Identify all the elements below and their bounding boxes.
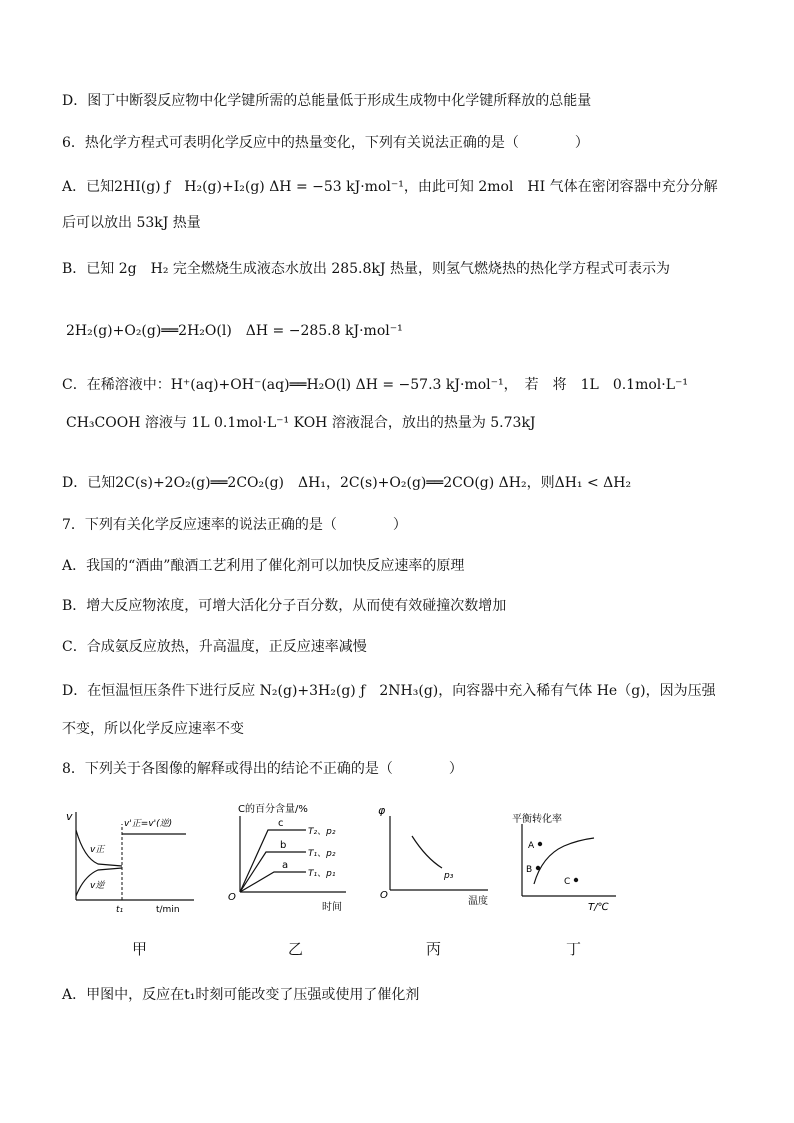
yi-curve-a: a xyxy=(282,860,289,871)
jia-axis-x: t/min xyxy=(156,905,180,915)
q6-option-b-formula: 2H₂(g)+O₂(g)══2H₂O(l) ΔH = −285.8 kJ·mol⁻¹ xyxy=(66,323,403,339)
figure-ding xyxy=(512,800,624,922)
q5-option-d: D．图丁中断裂反应物中化学键所需的总能量低于形成生成物中化学键所释放的总能量 xyxy=(62,93,592,109)
jia-t1: t₁ xyxy=(116,905,124,915)
figure-label-yi: 乙 xyxy=(288,940,304,958)
q6-option-d: D．已知2C(s)+2O₂(g)══2CO₂(g) ΔH₁，2C(s)+O₂(g)══2CO(g) ΔH₂，则ΔH₁ < ΔH₂ xyxy=(62,475,632,491)
yi-axis-x: 时间 xyxy=(322,902,342,913)
q6-option-c-line2: CH₃COOH 溶液与 1L 0.1mol·L⁻¹ KOH 溶液混合，放出的热量为 5.73kJ xyxy=(66,415,536,431)
q6-option-c-line1: C．在稀溶液中：H⁺(aq)+OH⁻(aq)══H₂O(l) ΔH = −57.3 kJ·mol⁻¹， 若 将 1L 0.1mol·L⁻¹ xyxy=(62,377,689,393)
ding-point-b: B xyxy=(526,865,533,875)
q6-stem: 6．热化学方程式可表明化学反应中的热量变化，下列有关说法正确的是（ ） xyxy=(62,135,589,151)
yi-curve-c: c xyxy=(278,818,284,829)
yi-curve-c-cond: T₂、p₂ xyxy=(308,827,336,837)
bing-axis-x: 温度 xyxy=(468,896,488,907)
yi-curve-b-cond: T₁、p₂ xyxy=(308,849,336,859)
jia-v-forward: v正 xyxy=(90,845,105,855)
figure-label-jia: 甲 xyxy=(132,940,148,958)
q7-option-d-line1: D．在恒温恒压条件下进行反应 N₂(g)+3H₂(g) ƒ 2NH₃(g)，向容器中充入稀有气体 He（g)，因为压强 xyxy=(62,683,716,699)
jia-v-reverse: v逆 xyxy=(90,881,105,891)
bing-curve-label: p₃ xyxy=(444,871,454,881)
q7-option-a: A．我国的“酒曲”酿酒工艺利用了催化剂可以加快反应速率的原理 xyxy=(62,558,465,574)
yi-curve-b: b xyxy=(280,840,287,851)
jia-axis-y: v xyxy=(66,810,73,823)
q7-option-d-line2: 不变，所以化学反应速率不变 xyxy=(62,721,244,737)
figure-bing xyxy=(378,800,498,922)
figure-yi xyxy=(226,800,356,922)
q7-stem: 7．下列有关化学反应速率的说法正确的是（ ） xyxy=(62,517,407,533)
yi-origin: O xyxy=(228,892,236,903)
q6-option-a-line1: A．已知2HI(g) ƒ H₂(g)+I₂(g) ΔH = −53 kJ·mol⁻¹，由此可知 2mol HI 气体在密闭容器中充分分解 xyxy=(62,179,718,195)
jia-equal-label: v'正=v'(逆) xyxy=(124,819,173,829)
q7-option-c: C．合成氨反应放热，升高温度，正反应速率减慢 xyxy=(62,639,367,655)
q6-option-b-line1: B．已知 2g H₂ 完全燃烧生成液态水放出 285.8kJ 热量，则氢气燃烧热的热化学方程式可表示为 xyxy=(62,261,670,277)
q6-option-a-line2: 后可以放出 53kJ 热量 xyxy=(62,215,201,231)
figure-label-bing: 丙 xyxy=(426,940,442,958)
q8-stem: 8．下列关于各图像的解释或得出的结论不正确的是（ ） xyxy=(62,761,463,777)
yi-axis-y: C的百分含量/% xyxy=(238,804,308,815)
yi-curve-a-cond: T₁、p₁ xyxy=(308,869,336,879)
q7-option-b: B．增大反应物浓度，可增大活化分子百分数，从而使有效碰撞次数增加 xyxy=(62,598,507,614)
ding-axis-y: 平衡转化率 xyxy=(512,814,562,825)
q8-option-a: A．甲图中，反应在t₁时刻可能改变了压强或使用了催化剂 xyxy=(62,987,420,1003)
figure-jia xyxy=(64,800,199,922)
ding-point-a: A xyxy=(528,841,535,851)
bing-origin: O xyxy=(380,890,388,901)
ding-axis-x: T/℃ xyxy=(588,902,609,913)
ding-point-c: C xyxy=(564,877,571,887)
figure-label-ding: 丁 xyxy=(566,940,582,958)
bing-axis-y: φ xyxy=(378,804,386,817)
